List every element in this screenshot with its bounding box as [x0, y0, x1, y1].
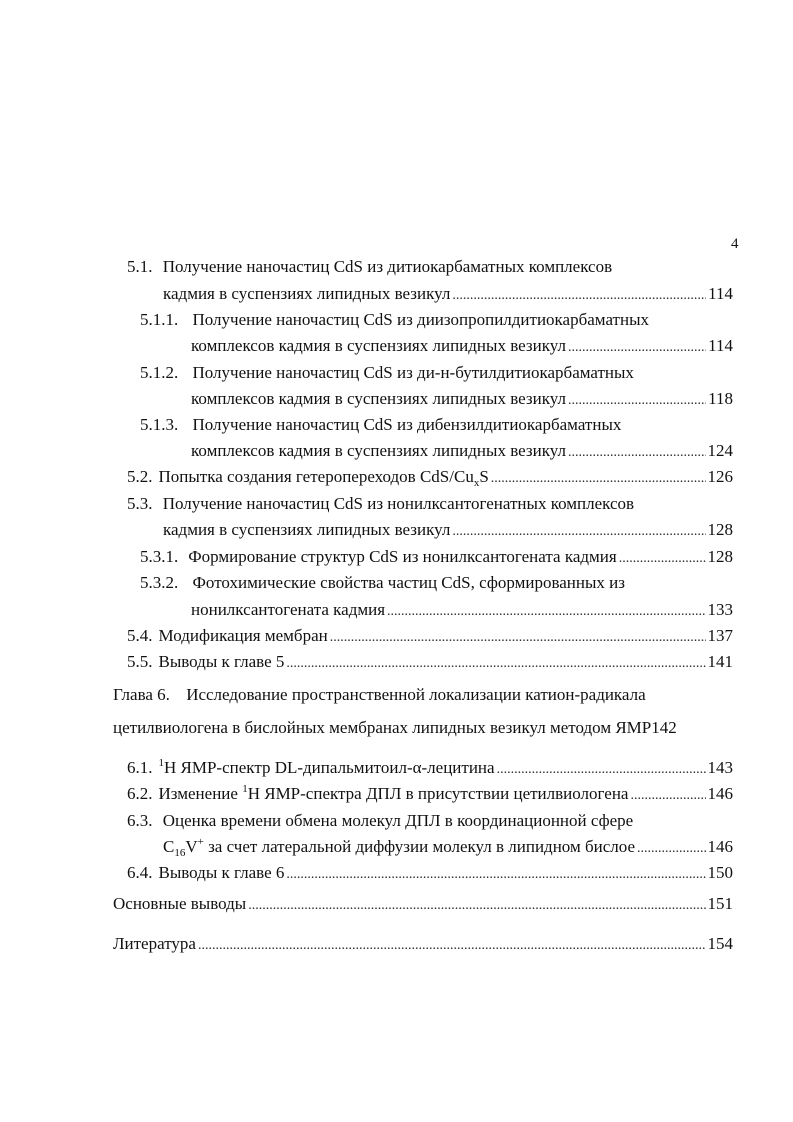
toc-entry-5-3-1[interactable]	[140, 544, 733, 570]
toc-entry-5-3-line1	[127, 491, 634, 517]
leader-dots	[619, 546, 706, 572]
toc-title: кадмия в суспензиях липидных везикул	[163, 520, 451, 539]
toc-title-pre: Попытка создания гетеропереходов CdS/Cu	[158, 467, 474, 486]
toc-entry-6-2[interactable]	[127, 781, 733, 807]
toc-title	[159, 781, 629, 807]
page-number: 4	[731, 236, 739, 252]
leader-dots	[637, 836, 705, 862]
toc-number: 6.2.	[127, 784, 153, 803]
toc-page: 137	[707, 626, 733, 645]
formula-v: V	[185, 837, 198, 856]
toc-number: 5.1.1.	[140, 310, 179, 329]
toc-entry-5-1-1-line1	[140, 307, 649, 333]
toc-entry-6-3-line2[interactable]	[163, 834, 733, 860]
superscript: +	[197, 836, 204, 848]
toc-title: нонилксантогената кадмия	[191, 600, 386, 619]
toc-entry-5-1-2-line1	[140, 360, 634, 386]
leader-dots	[630, 783, 705, 809]
toc-entry-6-4[interactable]	[127, 860, 733, 886]
toc-page: 133	[707, 600, 733, 619]
toc-entry-literature[interactable]	[113, 931, 733, 957]
leader-dots	[491, 466, 706, 492]
toc-title: Получение наночастиц CdS из дибензилдитиокарбаматных	[192, 415, 622, 434]
toc-entry-conclusions[interactable]	[113, 891, 733, 917]
subscript: 16	[174, 847, 186, 859]
toc-number: 6.3.	[127, 811, 153, 830]
toc-page: 126	[707, 467, 733, 486]
toc-page: 124	[707, 441, 733, 460]
toc-entry-6-3-line1	[127, 808, 633, 834]
leader-dots	[387, 599, 705, 625]
leader-dots	[497, 757, 706, 783]
toc-number: 6.1.	[127, 758, 153, 777]
toc-title: Литература	[113, 934, 196, 953]
leader-dots	[286, 862, 705, 888]
toc-title-post: S	[479, 467, 489, 486]
toc-number: 5.1.2.	[140, 363, 179, 382]
toc-number: 5.3.2.	[140, 573, 179, 592]
toc-entry-5-1-2-line2[interactable]	[191, 386, 733, 412]
leader-dots	[568, 388, 706, 414]
toc-page: 118	[708, 389, 733, 408]
toc-entry-5-1-3-line1	[140, 412, 621, 438]
toc-page: 150	[707, 863, 733, 882]
toc-chapter-6-line2[interactable]	[113, 715, 677, 741]
toc-title: комплексов кадмия в суспензиях липидных везикул	[191, 441, 566, 460]
toc-entry-6-1[interactable]	[127, 755, 733, 781]
leader-dots	[198, 933, 706, 959]
toc-entry-5-1-3-line2[interactable]	[191, 438, 733, 464]
toc-title: Основные выводы	[113, 894, 247, 913]
toc-page: 114	[708, 284, 733, 303]
leader-dots	[286, 651, 705, 677]
toc-chapter-6-line1	[113, 682, 646, 708]
toc-title: Получение наночастиц CdS из дитиокарбаматных комплексов	[162, 257, 613, 276]
toc-title-post: Н ЯМР-спектра ДПЛ в присутствии цетилвиологена	[247, 784, 629, 803]
superscript: 1	[242, 783, 248, 795]
leader-dots	[330, 625, 706, 651]
toc-title: комплексов кадмия в суспензиях липидных везикул	[191, 389, 566, 408]
toc-entry-5-4[interactable]	[127, 623, 733, 649]
toc-page: 143	[707, 758, 733, 777]
toc-page: 154	[707, 934, 733, 953]
toc-number: 6.4.	[127, 863, 153, 882]
toc-number: 5.1.	[127, 257, 153, 276]
chapter-title: Исследование пространственной локализации катион-радикала	[186, 685, 646, 704]
toc-entry-5-1-line1	[127, 254, 612, 280]
toc-page: 141	[707, 652, 733, 671]
toc-title: Выводы к главе 5	[158, 652, 285, 671]
toc-title: Формирование структур CdS из нонилксантогената кадмия	[188, 547, 617, 566]
toc-page: 128	[707, 547, 733, 566]
toc-entry-5-3-2-line2[interactable]	[191, 597, 733, 623]
toc-page: 151	[707, 894, 733, 913]
toc-number: 5.2.	[127, 467, 153, 486]
leader-dots	[568, 440, 706, 466]
toc-title: Выводы к главе 6	[158, 863, 285, 882]
toc-number: 5.1.3.	[140, 415, 179, 434]
toc-title: Получение наночастиц CdS из диизопропилдитиокарбаматных	[192, 310, 649, 329]
toc-page: 114	[708, 336, 733, 355]
toc-title-text: Н ЯМР-спектр DL-дипальмитоил-α-лецитина	[164, 758, 495, 777]
chapter-label: Глава 6.	[113, 685, 170, 704]
toc-title: Получение наночастиц CdS из ди-н-бутилдитиокарбаматных	[192, 363, 634, 382]
toc-entry-5-3-2-line1	[140, 570, 625, 596]
toc-title: Получение наночастиц CdS из нонилксантогенатных комплексов	[162, 494, 635, 513]
toc-entry-5-1-1-line2[interactable]	[191, 333, 733, 359]
leader-dots	[248, 893, 705, 919]
toc-title: Оценка времени обмена молекул ДПЛ в координационной сфере	[162, 811, 634, 830]
toc-title-pre: Изменение	[158, 784, 243, 803]
toc-number: 5.3.1.	[140, 547, 179, 566]
toc-entry-5-2[interactable]	[127, 464, 733, 490]
toc-title: комплексов кадмия в суспензиях липидных везикул	[191, 336, 566, 355]
toc-title	[159, 464, 489, 490]
toc-title	[159, 755, 495, 781]
toc-title	[163, 834, 635, 860]
toc-page: 146	[707, 837, 733, 856]
toc-number: 5.3.	[127, 494, 153, 513]
toc-title: кадмия в суспензиях липидных везикул	[163, 284, 451, 303]
toc-entry-5-3-line2[interactable]	[163, 517, 733, 543]
formula-c: C	[163, 837, 175, 856]
subscript: x	[473, 477, 480, 489]
superscript: 1	[158, 757, 164, 769]
toc-page: 128	[707, 520, 733, 539]
toc-number: 5.4.	[127, 626, 153, 645]
toc-title: Модификация мембран	[158, 626, 328, 645]
toc-title: Фотохимические свойства частиц CdS, сформированных из	[192, 573, 625, 592]
leader-dots	[452, 283, 706, 309]
toc-title-rest: за счет латеральной диффузии молекул в липидном бислое	[203, 837, 636, 856]
leader-dots	[568, 335, 706, 361]
toc-number: 5.5.	[127, 652, 153, 671]
chapter-title: цетилвиологена в бислойных мембранах липидных везикул методом ЯМР	[113, 718, 652, 737]
toc-page: 146	[707, 784, 733, 803]
toc-entry-5-5[interactable]	[127, 649, 733, 675]
leader-dots	[452, 519, 705, 545]
toc-page: 142	[651, 718, 677, 737]
toc-entry-5-1-line2[interactable]	[163, 281, 733, 307]
